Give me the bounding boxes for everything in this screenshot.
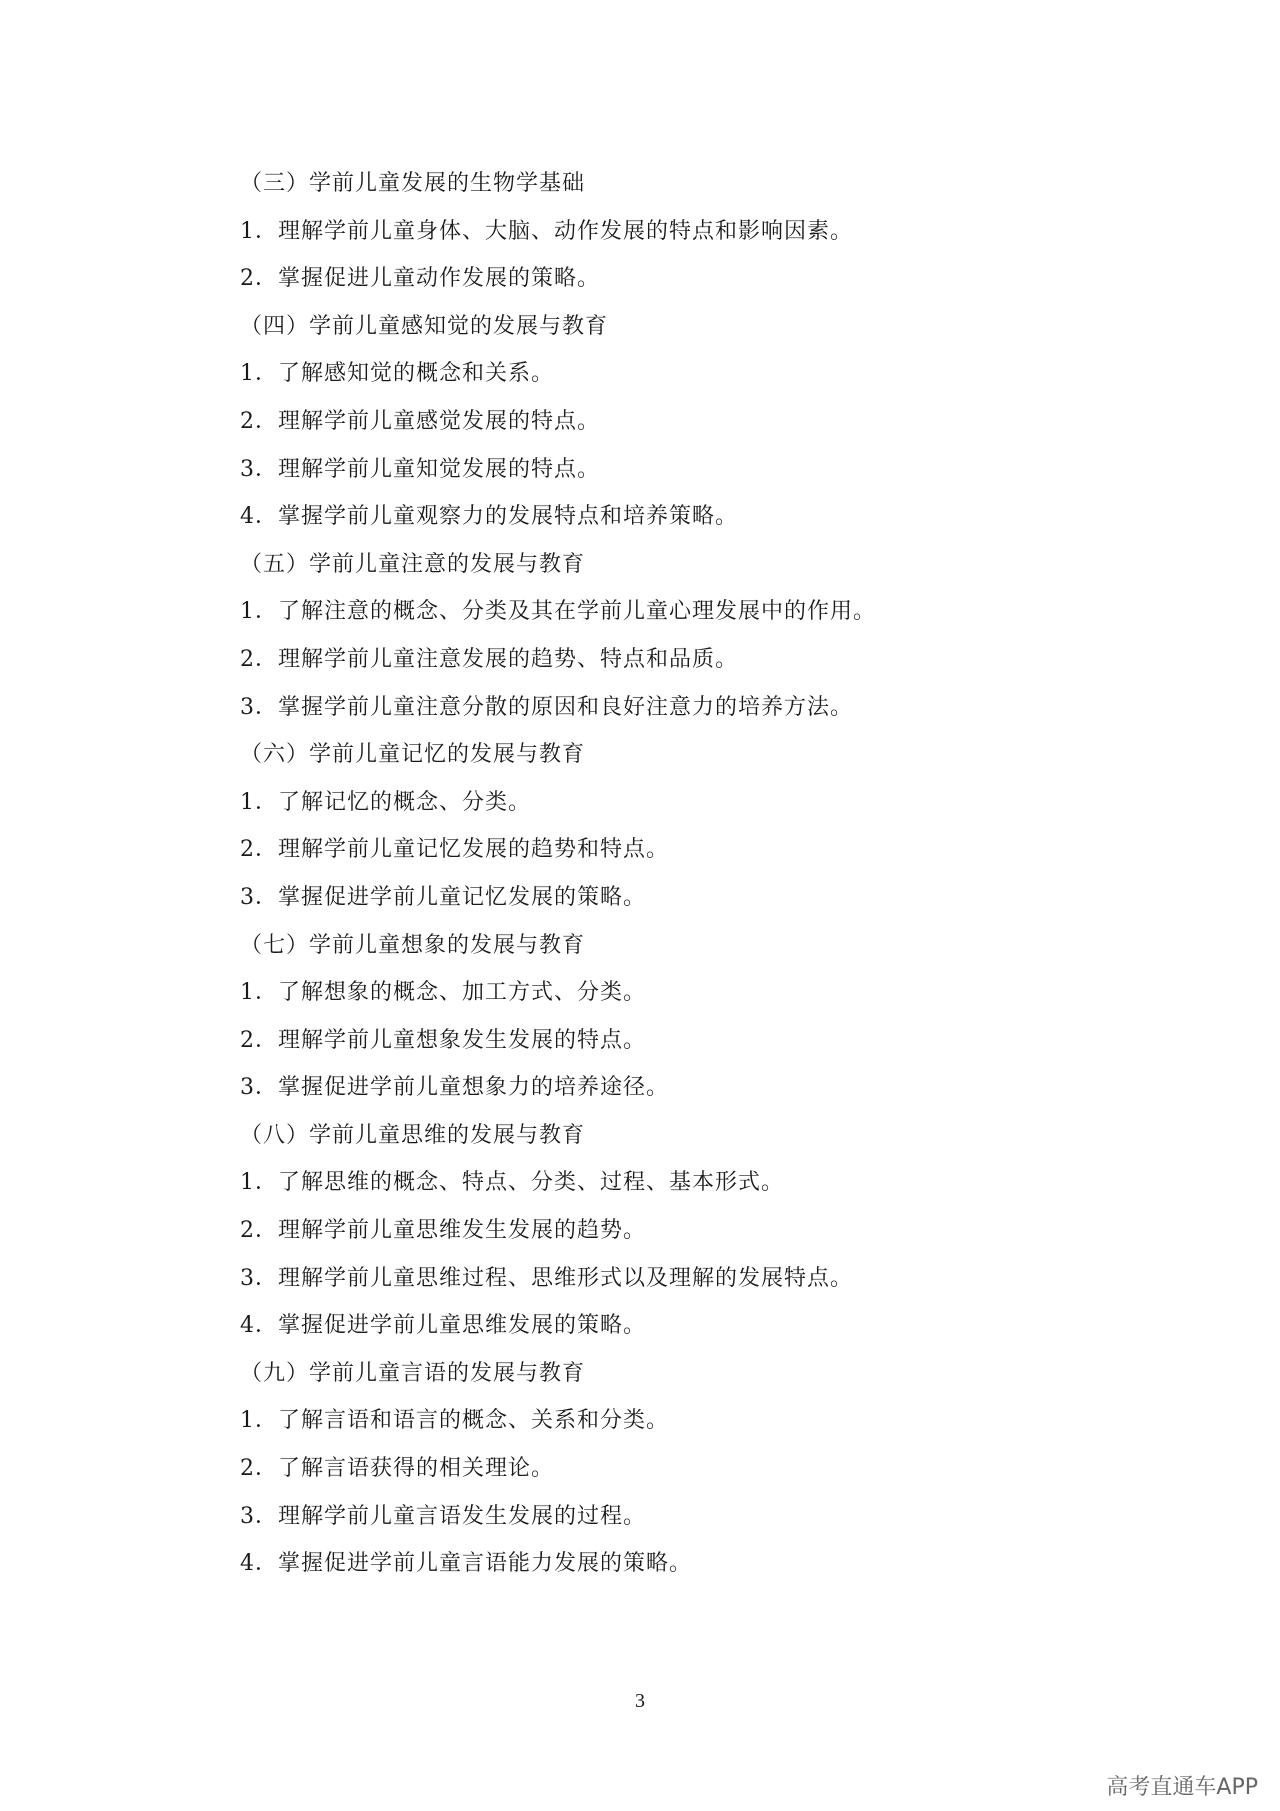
list-item: 2．理解学前儿童想象发生发展的特点。 — [240, 1027, 646, 1053]
list-item: 1．理解学前儿童身体、大脑、动作发展的特点和影响因素。 — [240, 218, 853, 244]
section-heading-7: （七）学前儿童想象的发展与教育 — [240, 932, 586, 958]
list-item: 3．掌握促进学前儿童记忆发展的策略。 — [240, 884, 646, 910]
watermark-text: 高考直通车APP — [1106, 1775, 1258, 1800]
list-item: 3．掌握学前儿童注意分散的原因和良好注意力的培养方法。 — [240, 694, 853, 720]
list-item: 1．了解记忆的概念、分类。 — [240, 789, 531, 815]
section-heading-5: （五）学前儿童注意的发展与教育 — [240, 551, 586, 577]
page-number: 3 — [635, 1690, 645, 1712]
list-item: 2．理解学前儿童记忆发展的趋势和特点。 — [240, 837, 669, 863]
section-heading-3: （三）学前儿童发展的生物学基础 — [240, 171, 586, 196]
document-body — [240, 160, 1140, 1588]
list-item: 1．了解思维的概念、特点、分类、过程、基本形式。 — [240, 1170, 784, 1196]
list-item: 4．掌握学前儿童观察力的发展特点和培养策略。 — [240, 504, 738, 530]
list-item: 2．理解学前儿童思维发生发展的趋势。 — [240, 1218, 646, 1244]
list-item: 2．了解言语获得的相关理论。 — [240, 1456, 554, 1482]
list-item: 2．理解学前儿童感觉发展的特点。 — [240, 408, 600, 434]
list-item: 4．掌握促进学前儿童言语能力发展的策略。 — [240, 1551, 692, 1577]
section-heading-9: （九）学前儿童言语的发展与教育 — [240, 1360, 586, 1386]
list-item: 1．了解言语和语言的概念、关系和分类。 — [240, 1408, 669, 1434]
section-heading-6: （六）学前儿童记忆的发展与教育 — [240, 742, 586, 768]
list-item: 1．了解感知觉的概念和关系。 — [240, 361, 554, 387]
list-item: 3．掌握促进学前儿童想象力的培养途径。 — [240, 1075, 669, 1101]
list-item: 4．掌握促进学前儿童思维发展的策略。 — [240, 1313, 646, 1339]
list-item: 3．理解学前儿童思维过程、思维形式以及理解的发展特点。 — [240, 1265, 853, 1291]
list-item: 2．理解学前儿童注意发展的趋势、特点和品质。 — [240, 646, 738, 672]
list-item: 1．了解注意的概念、分类及其在学前儿童心理发展中的作用。 — [240, 599, 876, 625]
list-item: 2．掌握促进儿童动作发展的策略。 — [240, 266, 600, 292]
section-heading-4: （四）学前儿童感知觉的发展与教育 — [240, 313, 609, 339]
list-item: 3．理解学前儿童知觉发展的特点。 — [240, 456, 600, 482]
list-item: 1．了解想象的概念、加工方式、分类。 — [240, 980, 646, 1006]
list-item: 3．理解学前儿童言语发生发展的过程。 — [240, 1503, 646, 1529]
section-heading-8: （八）学前儿童思维的发展与教育 — [240, 1122, 586, 1148]
